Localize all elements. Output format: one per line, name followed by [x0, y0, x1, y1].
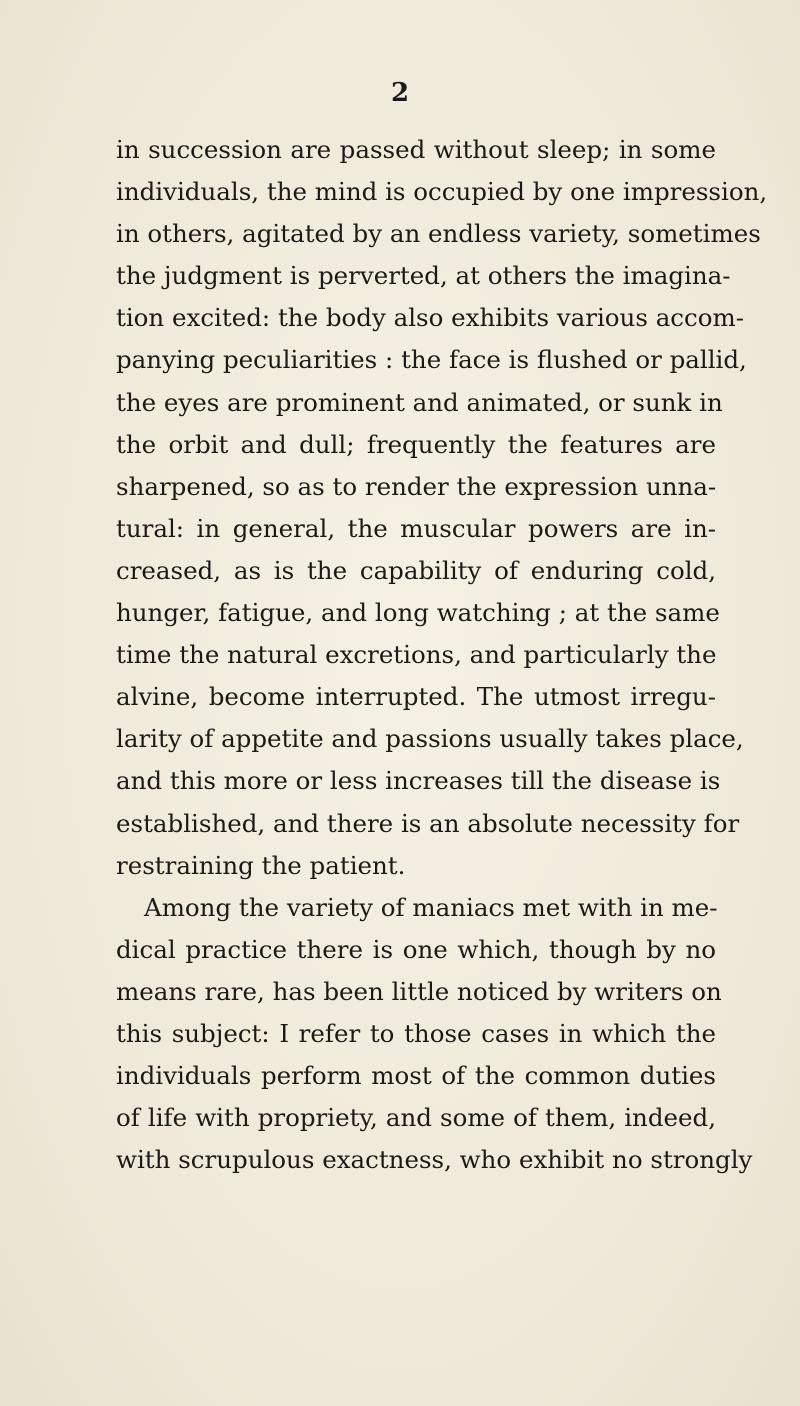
- text-line: the orbit and dull; frequently the features are: [116, 429, 716, 459]
- text-line: alvine, become interrupted. The utmost irregu-: [116, 682, 716, 712]
- text-line: time the natural excretions, and particularly the: [116, 640, 717, 670]
- text-line: tural: in general, the muscular powers are in-: [116, 513, 716, 543]
- text-line: the judgment is perverted, at others the imagina-: [116, 261, 731, 291]
- text-line: dical practice there is one which, though by no: [116, 934, 716, 964]
- text-line: and this more or less increases till the disease is: [116, 766, 721, 796]
- text-line: panying peculiarities : the face is flushed or pallid,: [116, 345, 747, 375]
- text-line: this subject: I refer to those cases in which the: [116, 1018, 716, 1048]
- text-line: with scrupulous exactness, who exhibit no strongly: [116, 1145, 753, 1175]
- text-line: in others, agitated by an endless variety, sometimes: [116, 219, 761, 249]
- text-line: larity of appetite and passions usually takes place,: [116, 724, 744, 754]
- text-line: Among the variety of maniacs met with in me-: [144, 892, 718, 922]
- text-line: tion excited: the body also exhibits various accom-: [116, 303, 745, 333]
- text-line: creased, as is the capability of enduring cold,: [116, 555, 716, 585]
- text-line: means rare, has been little noticed by writers on: [116, 976, 722, 1006]
- body-text: [116, 129, 768, 1181]
- text-line: restraining the patient.: [116, 850, 406, 880]
- text-line: sharpened, so as to render the expression unna-: [116, 471, 717, 501]
- text-line: established, and there is an absolute necessity for: [116, 808, 740, 838]
- text-line: of life with propriety, and some of them, indeed,: [116, 1103, 716, 1133]
- text-line: in succession are passed without sleep; in some: [116, 135, 716, 164]
- text-line: hunger, fatigue, and long watching ; at the same: [116, 598, 720, 628]
- text-line: individuals perform most of the common duties: [116, 1061, 716, 1091]
- text-line: individuals, the mind is occupied by one impression,: [116, 177, 768, 207]
- text-line: the eyes are prominent and animated, or sunk in: [116, 387, 723, 417]
- page-number: 2: [390, 78, 410, 108]
